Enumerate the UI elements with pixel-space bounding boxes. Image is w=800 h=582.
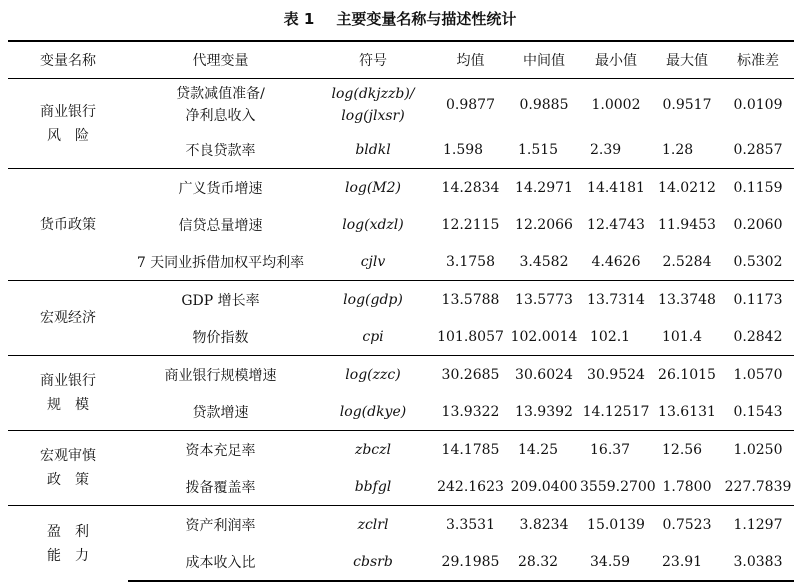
sd-cell: 1.1297 xyxy=(722,506,794,544)
symbol-cell: log(xdzl) xyxy=(342,216,404,233)
min-cell: 16.37 xyxy=(580,431,652,469)
mean-cell: 14.2834 xyxy=(433,169,508,207)
mean-cell: 13.9322 xyxy=(441,403,500,420)
min-cell: 13.7314 xyxy=(580,281,652,319)
header-variable-name: 变量名称 xyxy=(8,41,128,79)
header-symbol: 符号 xyxy=(313,41,433,79)
header-row xyxy=(8,41,794,79)
table-row xyxy=(8,169,794,207)
max-cell: 13.6131 xyxy=(658,403,716,420)
table-row xyxy=(8,431,794,469)
median-cell: 102.0014 xyxy=(510,328,578,345)
mean-cell: 0.9877 xyxy=(433,79,508,132)
median-cell: 1.515 xyxy=(518,141,559,158)
min-cell: 12.4743 xyxy=(587,216,645,233)
max-cell: 26.1015 xyxy=(652,356,722,394)
max-cell: 2.5284 xyxy=(662,253,712,270)
symbol-cell: cjlv xyxy=(360,253,386,270)
max-cell: 13.3748 xyxy=(652,281,722,319)
sd-cell: 0.1543 xyxy=(733,403,783,420)
sd-cell: 1.0570 xyxy=(722,356,794,394)
proxy-cell: 资本充足率 xyxy=(128,431,313,469)
max-cell: 14.0212 xyxy=(652,169,722,207)
sd-cell: 0.0109 xyxy=(722,79,794,132)
mean-cell: 242.1623 xyxy=(437,478,504,495)
median-cell: 14.2971 xyxy=(508,169,580,207)
median-cell: 28.32 xyxy=(508,543,580,581)
symbol-cell: log(dkye) xyxy=(339,403,407,420)
min-cell: 3559.2700 xyxy=(580,478,656,495)
symbol-cell: log(dkjzzb)/ log(jlxsr) xyxy=(313,79,433,132)
table-number: 表 1 xyxy=(283,10,315,28)
group-name: 货币政策 xyxy=(8,169,128,281)
median-cell: 209.0400 xyxy=(510,478,578,495)
median-cell: 3.4582 xyxy=(519,253,569,270)
max-cell: 1.28 xyxy=(662,141,694,158)
mean-cell: 29.1985 xyxy=(433,543,508,581)
max-cell: 11.9453 xyxy=(658,216,716,233)
symbol-cell: cbsrb xyxy=(313,543,433,581)
mean-cell: 14.1785 xyxy=(433,431,508,469)
proxy-cell: 贷款增速 xyxy=(192,404,249,421)
symbol-cell: zbczl xyxy=(313,431,433,469)
proxy-cell: 物价指数 xyxy=(192,329,249,346)
table-caption: 主要变量名称与描述性统计 xyxy=(336,10,517,28)
symbol-cell: log(gdp) xyxy=(313,281,433,319)
header-min: 最小值 xyxy=(580,41,652,79)
proxy-cell: 资产利润率 xyxy=(128,506,313,544)
max-cell: 101.4 xyxy=(662,328,703,345)
max-cell: 23.91 xyxy=(652,543,722,581)
max-cell: 0.7523 xyxy=(652,506,722,544)
min-cell: 2.39 xyxy=(590,141,622,158)
table-row xyxy=(8,356,794,394)
mean-cell: 3.1758 xyxy=(446,253,495,270)
header-mean: 均值 xyxy=(433,41,508,79)
group-name: 商业银行 风 险 xyxy=(8,79,128,169)
mean-cell: 101.8057 xyxy=(437,328,504,345)
mean-cell: 1.598 xyxy=(443,141,484,158)
max-cell: 12.56 xyxy=(652,431,722,469)
proxy-cell: 7 天同业拆借加权平均利率 xyxy=(136,254,305,271)
min-cell: 15.0139 xyxy=(580,506,652,544)
max-cell: 0.9517 xyxy=(652,79,722,132)
symbol-cell: log(M2) xyxy=(313,169,433,207)
sd-cell: 0.1173 xyxy=(722,281,794,319)
min-cell: 30.9524 xyxy=(580,356,652,394)
sd-cell: 3.0383 xyxy=(722,543,794,581)
min-cell: 14.4181 xyxy=(580,169,652,207)
min-cell: 14.12517 xyxy=(582,403,650,420)
median-cell: 0.9885 xyxy=(508,79,580,132)
symbol-cell: zclrl xyxy=(313,506,433,544)
median-cell: 3.8234 xyxy=(508,506,580,544)
header-sd: 标准差 xyxy=(722,41,794,79)
header-proxy: 代理变量 xyxy=(128,41,313,79)
median-cell: 13.9392 xyxy=(515,403,573,420)
proxy-cell: GDP 增长率 xyxy=(128,281,313,319)
sd-cell: 227.7839 xyxy=(724,478,792,495)
proxy-cell: 商业银行规模增速 xyxy=(128,356,313,394)
sd-cell: 0.5302 xyxy=(733,253,783,270)
sd-cell: 0.1159 xyxy=(722,169,794,207)
min-cell: 1.0002 xyxy=(580,79,652,132)
group-name: 宏观经济 xyxy=(8,281,128,356)
min-cell: 102.1 xyxy=(590,328,631,345)
header-median: 中间值 xyxy=(508,41,580,79)
min-cell: 34.59 xyxy=(580,543,652,581)
group-name: 盈 利 能 力 xyxy=(8,506,128,582)
median-cell: 12.2066 xyxy=(515,216,573,233)
proxy-cell: 信贷总量增速 xyxy=(178,217,263,234)
group-name: 宏观审慎 政 策 xyxy=(8,431,128,506)
max-cell: 1.7800 xyxy=(662,478,712,495)
proxy-cell: 贷款减值准备/ 净利息收入 xyxy=(128,79,313,132)
header-max: 最大值 xyxy=(652,41,722,79)
mean-cell: 3.3531 xyxy=(433,506,508,544)
sd-cell: 0.2857 xyxy=(733,141,783,158)
median-cell: 13.5773 xyxy=(508,281,580,319)
statistics-table xyxy=(8,40,794,582)
symbol-cell: bldkl xyxy=(355,141,391,158)
proxy-cell: 拨备覆盖率 xyxy=(185,479,256,496)
symbol-cell: log(zzc) xyxy=(313,356,433,394)
table-title xyxy=(0,8,800,29)
sd-cell: 0.2060 xyxy=(733,216,783,233)
median-cell: 30.6024 xyxy=(508,356,580,394)
proxy-cell: 不良贷款率 xyxy=(185,142,256,159)
sd-cell: 1.0250 xyxy=(722,431,794,469)
group-name: 商业银行 规 模 xyxy=(8,356,128,431)
table-row xyxy=(8,281,794,319)
table-row xyxy=(8,79,794,132)
mean-cell: 12.2115 xyxy=(441,216,500,233)
symbol-cell: bbfgl xyxy=(354,478,392,495)
table-row xyxy=(8,506,794,544)
symbol-cell: cpi xyxy=(362,328,384,345)
mean-cell: 30.2685 xyxy=(433,356,508,394)
proxy-cell: 广义货币增速 xyxy=(128,169,313,207)
min-cell: 4.4626 xyxy=(591,253,641,270)
sd-cell: 0.2842 xyxy=(733,328,783,345)
median-cell: 14.25 xyxy=(508,431,580,469)
proxy-cell: 成本收入比 xyxy=(128,543,313,581)
mean-cell: 13.5788 xyxy=(433,281,508,319)
